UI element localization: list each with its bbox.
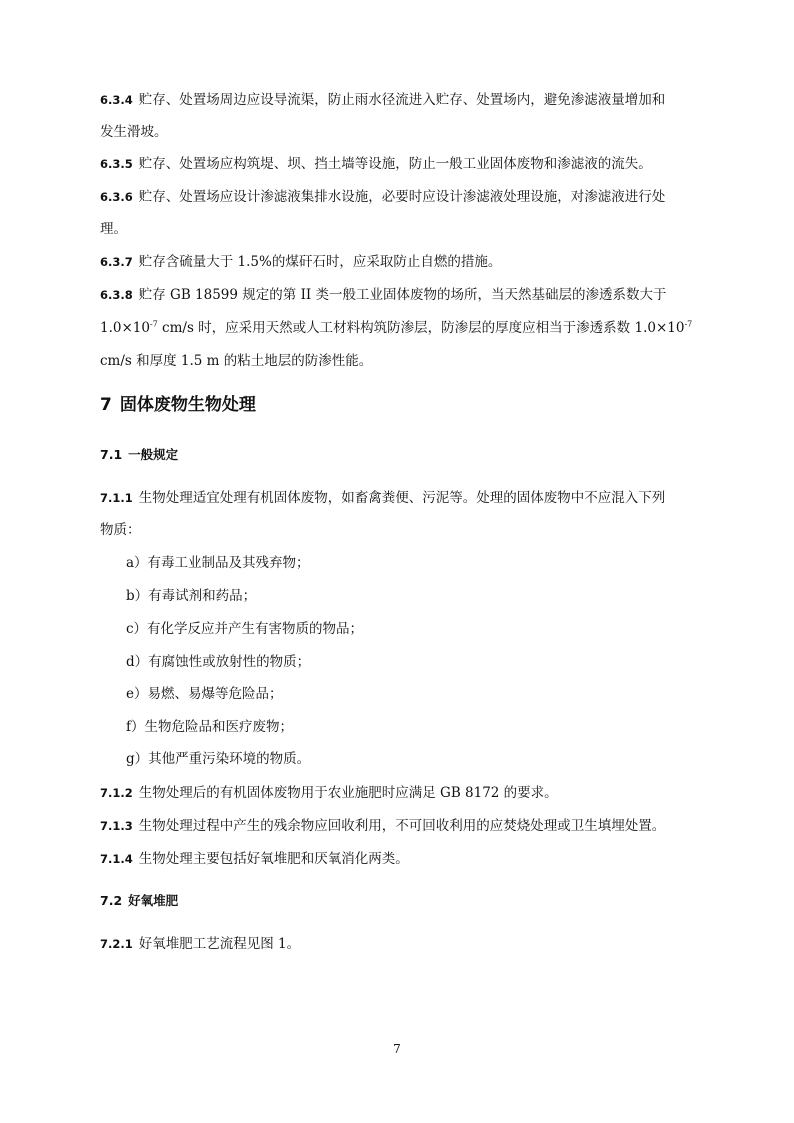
list-item: e）易燃、易爆等危险品； — [126, 686, 283, 702]
clause-7-1-3 — [100, 816, 665, 836]
clause-number: 7.1.1 — [100, 491, 133, 505]
clause-text: 生物处理主要包括好氧堆肥和厌氧消化两类。 — [138, 851, 409, 867]
clause-7-1-1-continuation: 物质： — [100, 522, 141, 538]
clause-number: 6.3.5 — [100, 157, 133, 171]
exponent: -7 — [684, 319, 693, 329]
clause-number: 7.1.4 — [100, 852, 133, 866]
clause-number: 6.3.8 — [100, 288, 133, 302]
clause-number: 6.3.7 — [100, 255, 133, 269]
subsection-title: 好氧堆肥 — [128, 893, 179, 908]
list-item: d）有腐蚀性或放射性的物质； — [126, 654, 311, 670]
subsection-heading-7-1 — [100, 445, 178, 465]
clause-text: 生物处理过程中产生的残余物应回收利用，不可回收利用的应焚烧处理或卫生填埋处置。 — [138, 818, 666, 834]
subsection-number: 7.2 — [100, 893, 123, 908]
list-item: c）有化学反应并产生有害物质的物品； — [126, 621, 364, 637]
clause-6-3-6-continuation: 理。 — [100, 221, 127, 237]
clause-6-3-8-line-2 — [100, 318, 692, 338]
exponent: -7 — [149, 319, 158, 329]
clause-6-3-4-continuation: 发生滑坡。 — [100, 124, 168, 140]
clause-7-1-1 — [100, 488, 665, 508]
clause-6-3-7 — [100, 252, 501, 272]
clause-7-2-1 — [100, 934, 300, 954]
clause-6-3-8-line-3: cm/s 和厚度 1.5 m 的粘土地层的防渗性能。 — [100, 353, 373, 369]
list-item: g）其他严重污染环境的物质。 — [126, 751, 311, 767]
clause-6-3-6 — [100, 187, 665, 207]
clause-6-3-4 — [100, 90, 665, 110]
section-number: 7 — [100, 395, 112, 415]
subsection-title: 一般规定 — [128, 447, 179, 462]
clause-6-3-5 — [100, 154, 652, 174]
clause-7-1-2 — [100, 783, 558, 803]
clause-number: 7.2.1 — [100, 937, 133, 951]
clause-text: 贮存、处置场周边应设导流渠，防止雨水径流进入贮存、处置场内，避免渗滤液量增加和 — [138, 92, 666, 108]
clause-text: cm/s 时，应采用天然或人工材料构筑防渗层，防渗层的厚度应相当于渗透系数 1.0×10 — [157, 320, 685, 336]
clause-text: 生物处理适宜处理有机固体废物，如畜禽粪便、污泥等。处理的固体废物中不应混入下列 — [138, 490, 666, 506]
clause-number: 6.3.4 — [100, 93, 133, 107]
clause-text: 贮存、处置场应构筑堤、坝、挡土墙等设施，防止一般工业固体废物和渗滤液的流失。 — [138, 156, 652, 172]
clause-6-3-8 — [100, 285, 667, 305]
clause-text: 贮存、处置场应设计渗滤液集排水设施，必要时应设计渗滤液处理设施，对渗滤液进行处 — [138, 189, 666, 205]
clause-7-1-4 — [100, 849, 409, 869]
clause-number: 6.3.6 — [100, 190, 133, 204]
clause-text: 好氧堆肥工艺流程见图 1。 — [138, 936, 301, 952]
clause-text: 贮存 GB 18599 规定的第 II 类一般工业固体废物的场所，当天然基础层的渗透系数大于 — [138, 287, 667, 303]
page-number: 7 — [393, 1042, 401, 1056]
subsection-heading-7-2 — [100, 891, 178, 911]
subsection-number: 7.1 — [100, 447, 123, 462]
clause-text: 贮存含硫量大于 1.5%的煤矸石时，应采取防止自燃的措施。 — [138, 254, 502, 270]
section-title: 固体废物生物处理 — [119, 395, 256, 415]
clause-number: 7.1.3 — [100, 819, 133, 833]
list-item: f）生物危险品和医疗废物； — [126, 719, 293, 735]
clause-text: 生物处理后的有机固体废物用于农业施肥时应满足 GB 8172 的要求。 — [138, 785, 558, 801]
clause-number: 7.1.2 — [100, 786, 133, 800]
list-item: b）有毒试剂和药品； — [126, 588, 257, 604]
list-item: a）有毒工业制品及其残弃物； — [126, 555, 310, 571]
value-text: 1.0×10 — [100, 320, 150, 336]
section-heading-7 — [100, 393, 256, 417]
